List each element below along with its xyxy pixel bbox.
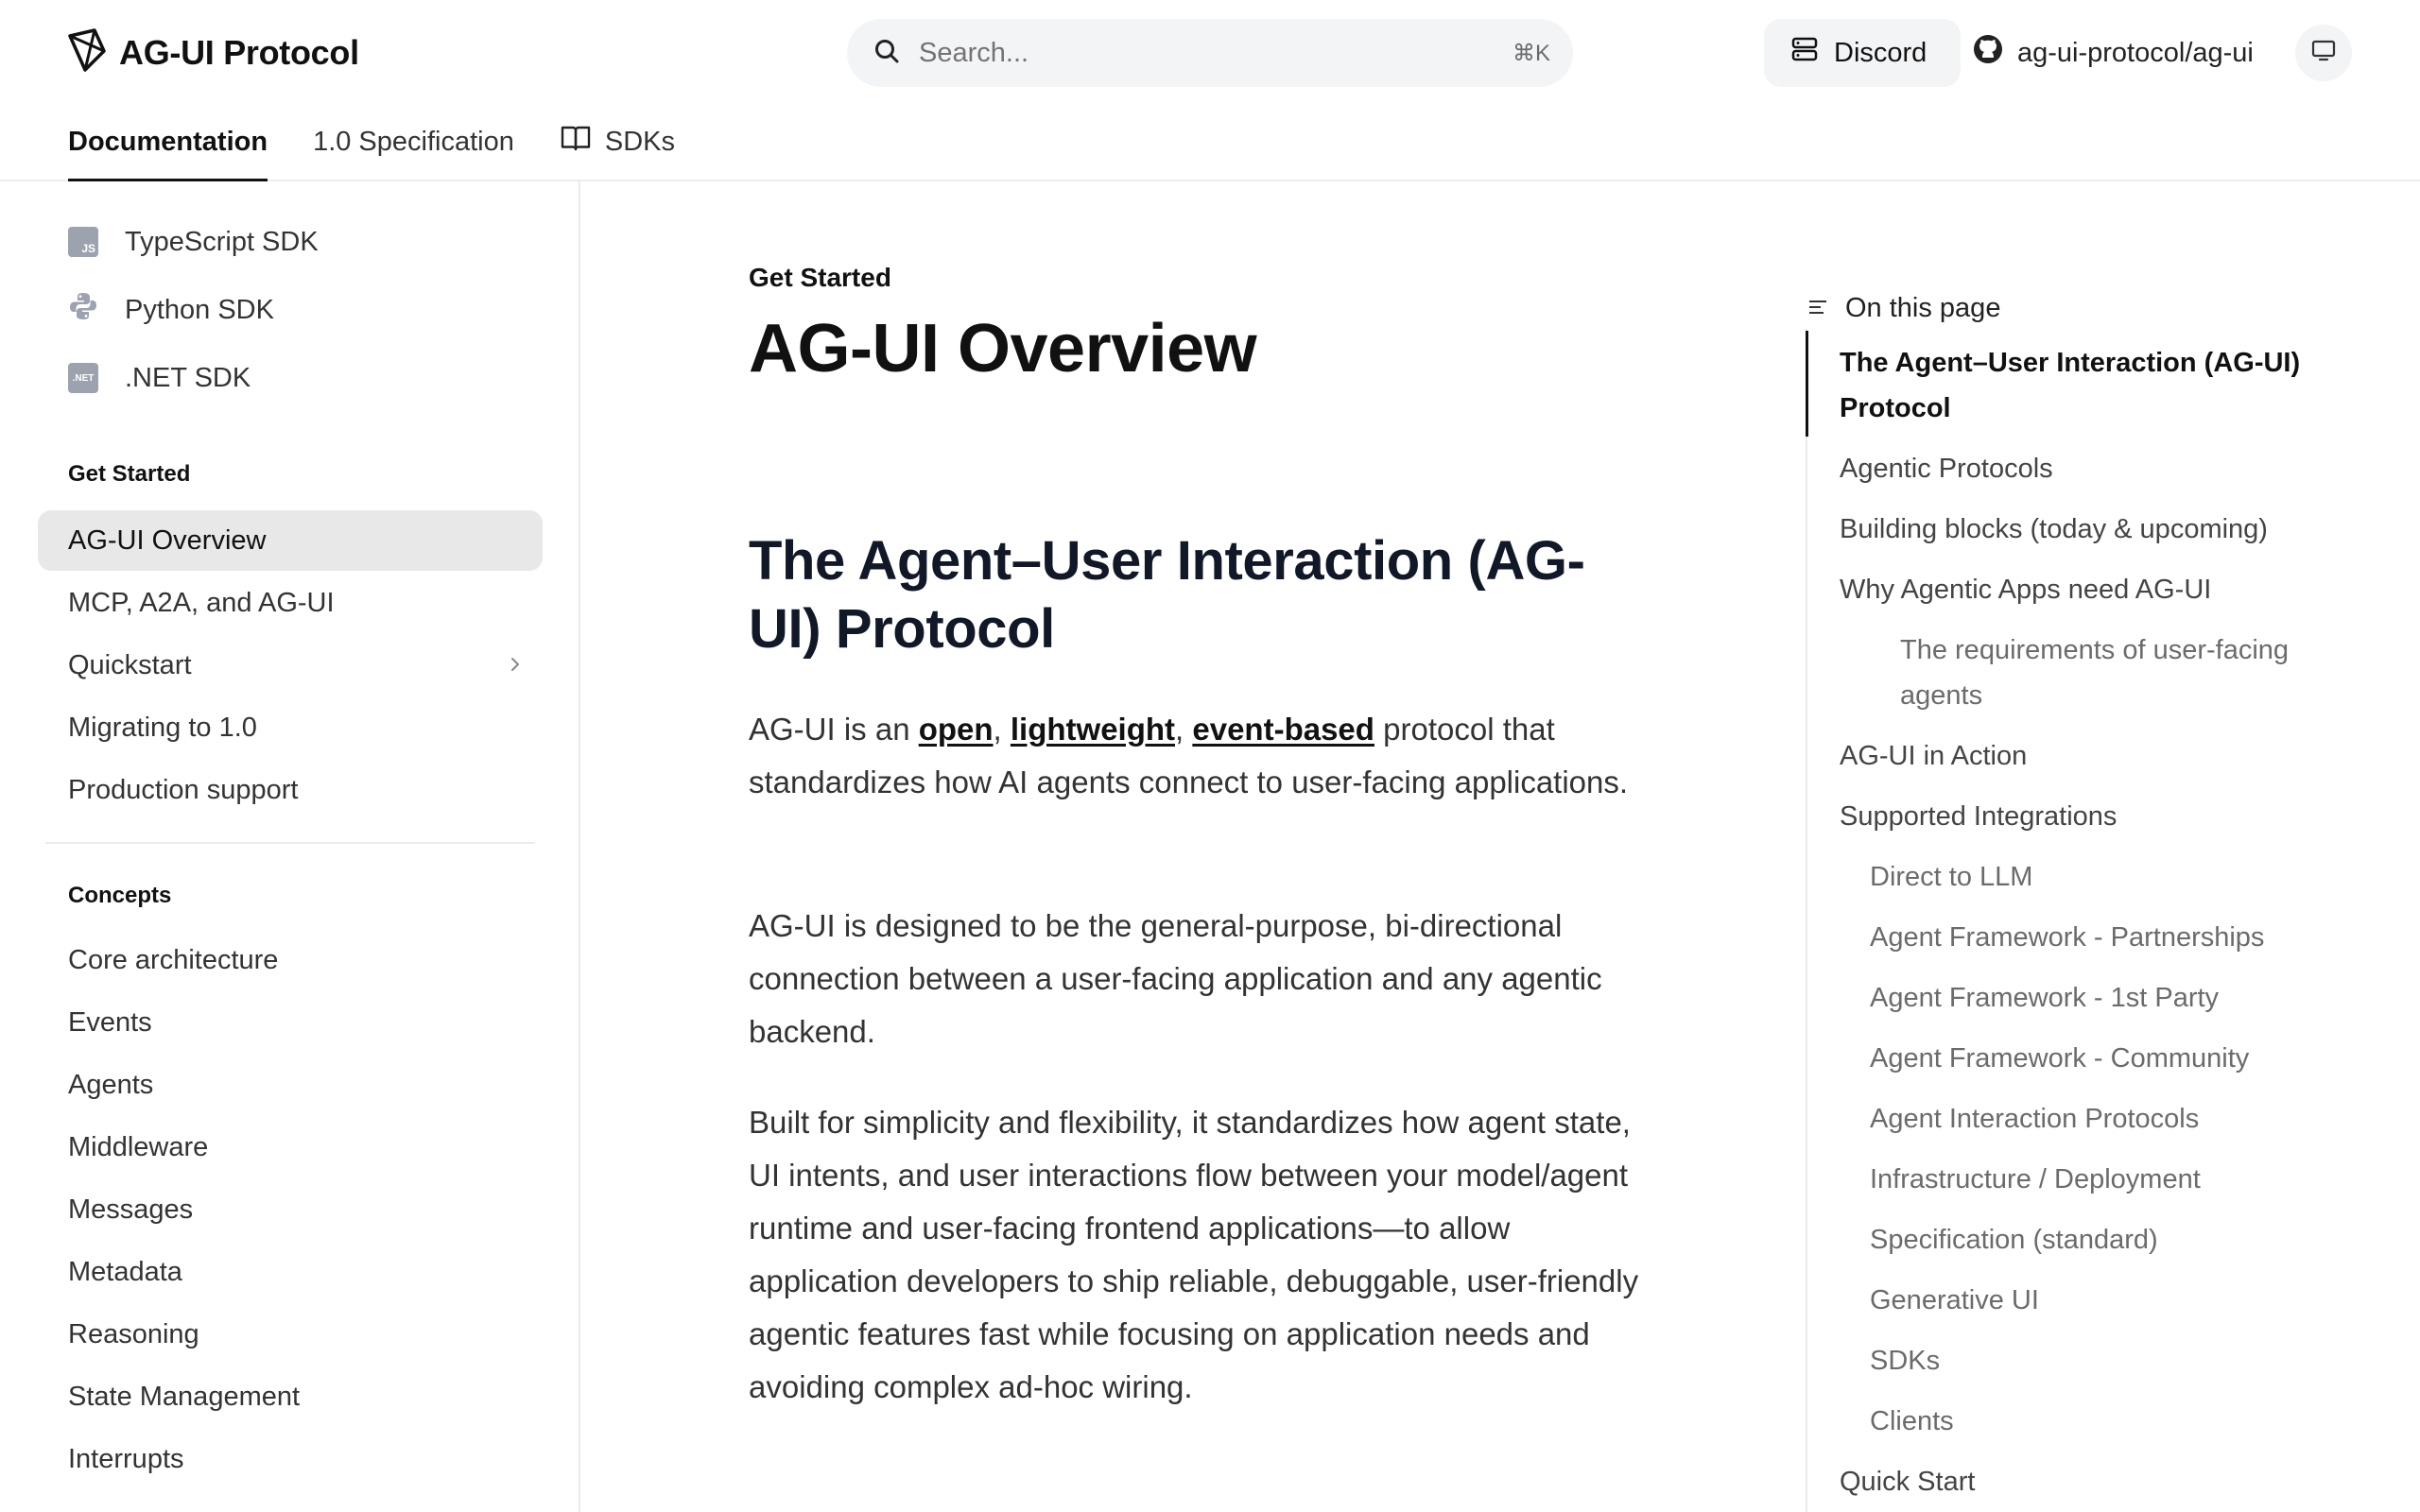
sidebar-item-python-sdk[interactable]	[68, 291, 274, 329]
sidebar-item-label: Messages	[68, 1194, 194, 1225]
intro-separator: ,	[1175, 712, 1193, 747]
monitor-icon	[2311, 40, 2336, 67]
search-icon	[873, 38, 900, 69]
sidebar-item-dotnet-sdk[interactable]	[68, 359, 251, 397]
toc-item[interactable]: Agent Framework - Community	[1870, 1043, 2250, 1074]
toc-title: On this page	[1845, 293, 2001, 323]
sidebar-item-label: Quickstart	[68, 649, 192, 680]
sidebar-item-ag-ui-overview[interactable]	[38, 510, 543, 571]
typescript-js-icon: JS	[68, 227, 98, 257]
sidebar-item-label: TypeScript SDK	[125, 226, 319, 257]
toc-item[interactable]: Specification (standard)	[1870, 1225, 2158, 1255]
logo-icon	[66, 28, 108, 78]
intro-text-prefix: AG-UI is an	[749, 712, 919, 747]
tab-documentation-label: Documentation	[68, 126, 268, 157]
sidebar-item-label: Reasoning	[68, 1318, 199, 1349]
toc-item[interactable]: AG-UI in Action	[1840, 741, 2028, 771]
toc-item[interactable]: Agent Interaction Protocols	[1870, 1104, 2200, 1134]
tab-sdks[interactable]	[560, 110, 675, 174]
sidebar-item-label: Interrupts	[68, 1443, 184, 1474]
theme-toggle-button[interactable]	[2295, 25, 2352, 81]
github-label: ag-ui-protocol/ag-ui	[2017, 37, 2254, 68]
toc-item[interactable]: Generative UI	[1870, 1285, 2039, 1315]
toc-item[interactable]: Infrastructure / Deployment	[1870, 1164, 2201, 1194]
toc-item[interactable]: Agentic Protocols	[1840, 454, 2053, 484]
search-shortcut: ⌘K	[1512, 40, 1550, 66]
sidebar-item-quickstart[interactable]	[38, 635, 543, 696]
discord-button[interactable]	[1764, 19, 1961, 87]
page-title: AG-UI Overview	[749, 311, 1257, 387]
design-paragraph: AG-UI is designed to be the general-purpose, bi-directional connection between a user-facing application and any agentic backend.	[749, 908, 1602, 1049]
dotnet-icon: .NET	[68, 363, 98, 393]
tab-specification-label: 1.0 Specification	[313, 126, 514, 157]
open-link[interactable]: open	[918, 712, 994, 747]
toc-item[interactable]: Direct to LLM	[1870, 862, 2033, 892]
toc-active-indicator	[1806, 331, 1808, 437]
sidebar-item-label: Production support	[68, 774, 299, 805]
sidebar-item-label: Migrating to 1.0	[68, 712, 257, 743]
tab-specification[interactable]	[313, 110, 514, 174]
intro-paragraph	[749, 703, 1656, 809]
event-based-link[interactable]: event-based	[1192, 712, 1374, 747]
toc-item[interactable]: Supported Integrations	[1840, 801, 2118, 832]
toc-item[interactable]: Clients	[1870, 1406, 1954, 1436]
sidebar-item-label: Middleware	[68, 1131, 209, 1162]
sidebar-item-interrupts[interactable]	[38, 1429, 543, 1489]
search-box[interactable]	[847, 19, 1573, 87]
sidebar-item-core-architecture[interactable]	[38, 930, 543, 990]
page-eyebrow: Get Started	[749, 263, 891, 292]
toc-item[interactable]: The Agent–User Interaction (AG-UI) Protocol	[1840, 348, 2301, 423]
sidebar-item-reasoning[interactable]	[38, 1304, 543, 1365]
toc-item[interactable]: Why Agentic Apps need AG-UI	[1840, 575, 2212, 605]
server-icon	[1790, 35, 1819, 71]
sidebar-item-production-support[interactable]	[38, 760, 543, 820]
sidebar-item-label: Python SDK	[125, 294, 274, 325]
sidebar-item-label: MCP, A2A, and AG-UI	[68, 587, 335, 618]
sidebar-item-middleware[interactable]	[38, 1117, 543, 1177]
chevron-right-icon	[509, 651, 522, 680]
sidebar-item-label: State Management	[68, 1381, 301, 1412]
sidebar-item-state-management[interactable]	[38, 1366, 543, 1427]
sidebar-item-label: Metadata	[68, 1256, 182, 1287]
search-placeholder: Search...	[919, 37, 1029, 68]
toc-rail	[1806, 329, 1807, 1512]
toc-item[interactable]: Agent Framework - Partnerships	[1870, 922, 2265, 953]
sidebar-item-label: .NET SDK	[125, 362, 251, 393]
intro-separator: ,	[993, 712, 1011, 747]
lightweight-link[interactable]: lightweight	[1010, 712, 1176, 747]
sidebar-item-agents[interactable]	[38, 1055, 543, 1115]
toc-item[interactable]: SDKs	[1870, 1346, 1941, 1376]
sidebar-item-label: AG-UI Overview	[68, 524, 267, 556]
app-name: AG-UI Protocol	[119, 33, 359, 72]
toc-item[interactable]: Agent Framework - 1st Party	[1870, 983, 2220, 1013]
discord-label: Discord	[1834, 37, 1927, 68]
sidebar-item-migrating[interactable]	[38, 697, 543, 758]
github-link[interactable]	[1972, 19, 2254, 87]
toc-item[interactable]: The requirements of user-facing agents	[1900, 635, 2290, 711]
toc-item[interactable]: Quick Start	[1840, 1467, 1976, 1497]
top-header	[0, 0, 2420, 181]
tab-documentation[interactable]	[68, 110, 268, 174]
toc-header	[1807, 293, 2000, 324]
github-icon	[1972, 33, 2004, 73]
sidebar-item-events[interactable]	[38, 992, 543, 1053]
top-tabs	[68, 117, 675, 181]
list-icon	[1807, 293, 1828, 324]
toc-item[interactable]: Building blocks (today & upcoming)	[1840, 514, 2268, 544]
sidebar-item-label: Core architecture	[68, 944, 279, 975]
sidebar-item-label: Events	[68, 1006, 152, 1038]
site-logo[interactable]	[66, 28, 359, 77]
sidebar-item-mcp-a2a-ag-ui[interactable]	[38, 573, 543, 633]
sidebar-item-label: Agents	[68, 1069, 154, 1100]
sidebar	[0, 181, 580, 1512]
sidebar-item-messages[interactable]	[38, 1179, 543, 1240]
sidebar-section-get-started: Get Started	[68, 461, 191, 487]
sidebar-item-metadata[interactable]	[38, 1242, 543, 1302]
sidebar-item-typescript-sdk[interactable]	[68, 223, 319, 261]
sidebar-divider	[45, 842, 535, 844]
sidebar-section-concepts: Concepts	[68, 883, 172, 908]
tab-sdks-label: SDKs	[604, 126, 676, 157]
simplicity-paragraph: Built for simplicity and flexibility, it standardizes how agent state, UI intents, and user interactions flow between your model/agent runtime and user-facing frontend applications—to allow application developers to ship reliable, debuggable, user-friendly agentic features fast while focusing on application needs and avoiding complex ad-hoc wiring.	[749, 1105, 1639, 1404]
python-icon	[68, 291, 98, 329]
intro-text-suffix: protocol that standardizes how AI agents connect to user-facing applications.	[749, 712, 1629, 799]
book-open-icon	[560, 124, 592, 160]
section-heading: The Agent–User Interaction (AG-UI) Protocol	[749, 530, 1585, 660]
